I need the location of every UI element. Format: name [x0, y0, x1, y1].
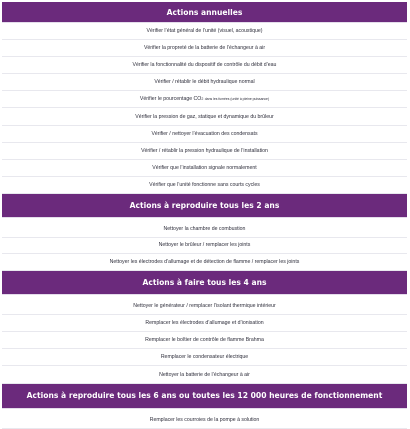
list-item: Vérifier que l’unité fonctionne sans courts cycles: [2, 177, 407, 194]
list-item: Remplacer le boîtier de contrôle de flamme Brahma: [2, 332, 407, 349]
list-item: Nettoyer le brûleur / remplacer les joints: [2, 238, 407, 255]
section-every-6-years: [2, 384, 407, 429]
co2-note: dans les fumées (unité à pleine puissance): [204, 97, 270, 102]
list-item: Nettoyer la chambre de combustion: [2, 221, 407, 238]
list-item: Vérifier la propreté de la batterie de l’échangeur à air: [2, 40, 407, 57]
section-header: Actions à reproduire tous les 2 ans: [2, 194, 407, 218]
list-item: Remplacer les courroies de la pompe à solution: [2, 412, 407, 429]
co2-label: Vérifier le pourcentage CO: [139, 96, 202, 103]
list-item-co2: [2, 91, 407, 108]
section-header: Actions à reproduire tous les 6 ans ou toutes les 12 000 heures de fonctionnement: [2, 384, 407, 409]
maintenance-table: [2, 2, 407, 429]
list-item: Remplacer les électrodes d’allumage et d’ionisation: [2, 315, 407, 332]
list-item: Remplacer le condensateur électrique: [2, 349, 407, 366]
list-item: Vérifier / nettoyer l’évacuation des condensats: [2, 126, 407, 143]
section-header: Actions annuelles: [2, 2, 407, 23]
section-every-4-years: [2, 271, 407, 384]
section-every-2-years: [2, 194, 407, 271]
list-item: Vérifier la fonctionnalité du dispositif de contrôle du débit d’eau: [2, 57, 407, 74]
list-item: Nettoyer la batterie de l’échangeur à air: [2, 366, 407, 383]
list-item: Vérifier la pression de gaz, statique et dynamique du brûleur: [2, 108, 407, 125]
list-item: Vérifier que l’installation signale normalement: [2, 160, 407, 177]
list-item: Nettoyer le générateur / remplacer l’isolant thermique intérieur: [2, 298, 407, 315]
section-annual: [2, 2, 407, 194]
co2-subscript: 2: [201, 97, 204, 102]
section-header: Actions à faire tous les 4 ans: [2, 271, 407, 295]
list-item: Nettoyer les électrodes d’allumage et de détection de flamme / remplacer les joints: [2, 254, 407, 271]
list-item: Vérifier / rétablir la pression hydraulique de l’installation: [2, 143, 407, 160]
list-item: Vérifier / rétablir le débit hydraulique normal: [2, 74, 407, 91]
list-item: Vérifier l’état général de l’unité (visuel, acoustique): [2, 23, 407, 40]
